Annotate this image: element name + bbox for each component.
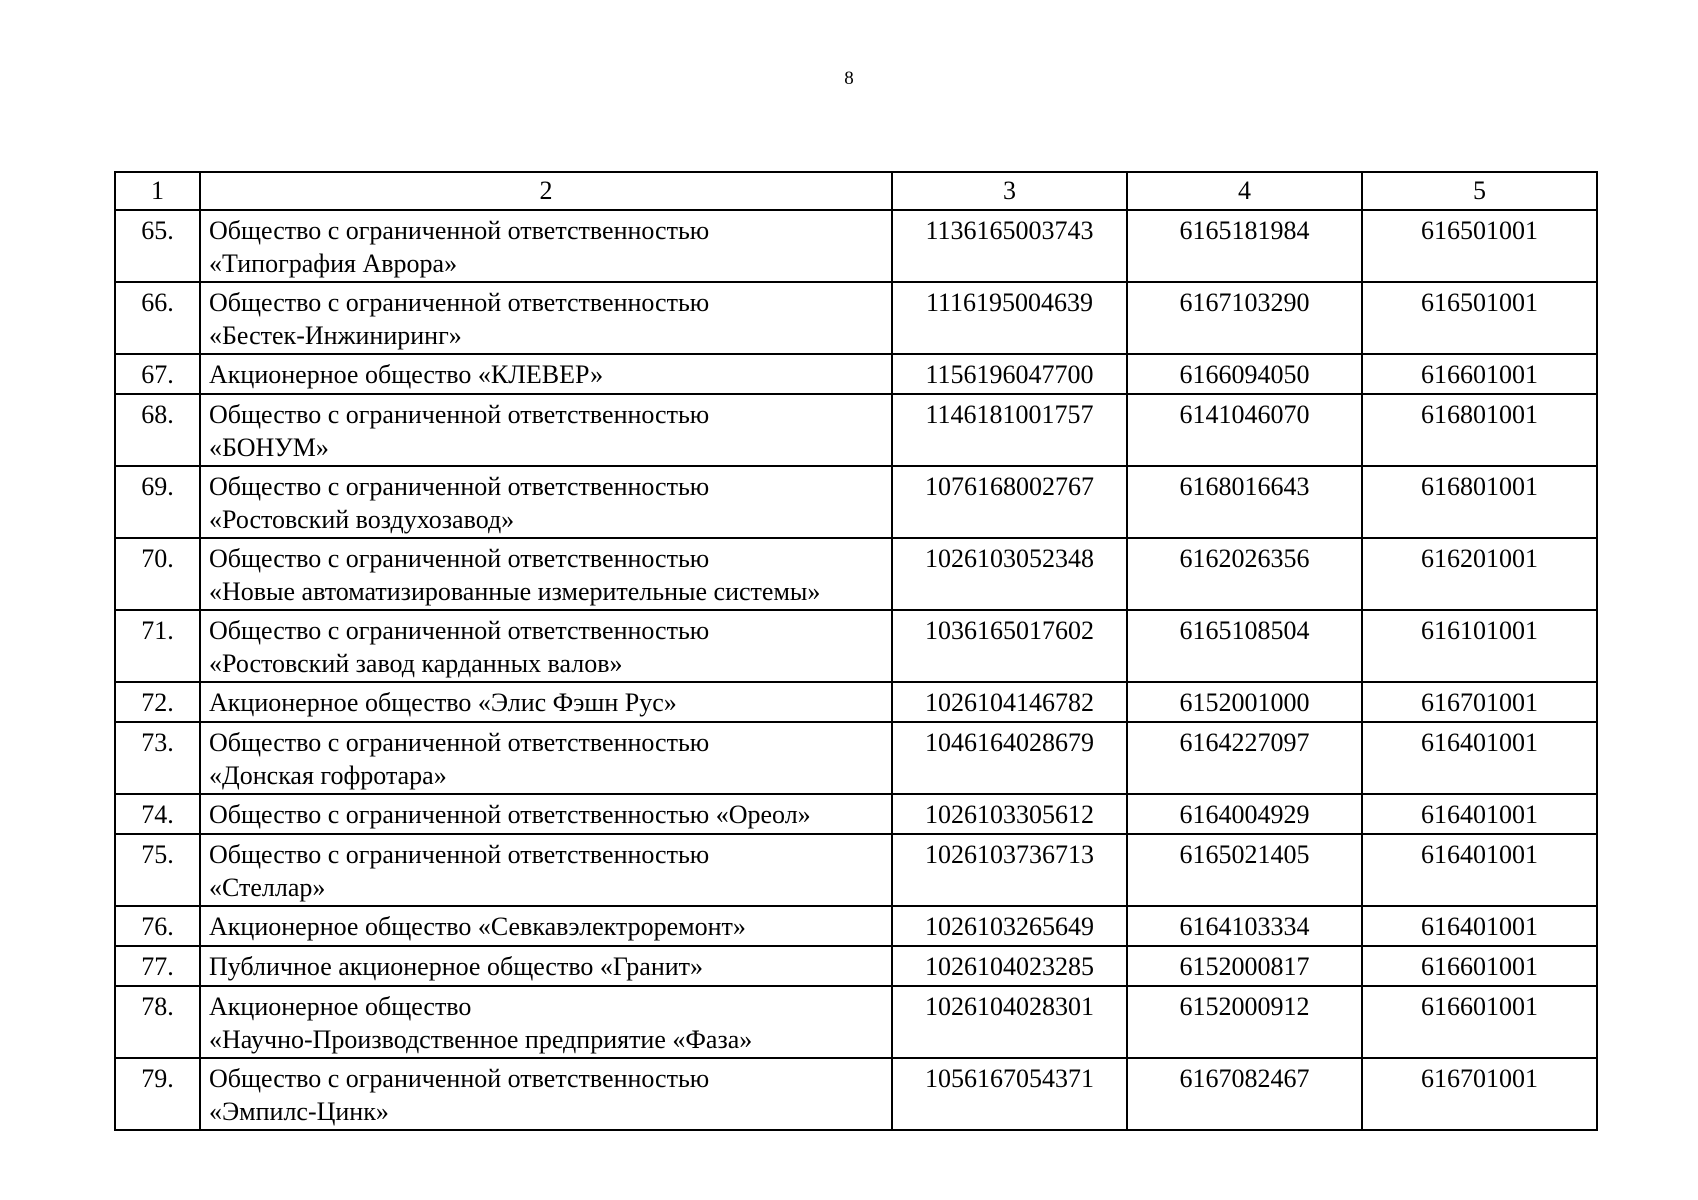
inn-cell: 6152000912 <box>1127 986 1362 1058</box>
organization-name-line: «Новые автоматизированные измерительные системы» <box>209 576 821 606</box>
organization-name-line: «БОНУМ» <box>209 432 329 462</box>
row-number-cell: 65. <box>115 210 200 282</box>
row-number-cell: 67. <box>115 354 200 394</box>
ogrn-cell: 1026104146782 <box>892 682 1127 722</box>
organization-name-cell <box>200 722 892 794</box>
organizations-table <box>114 171 1598 1131</box>
inn-cell: 6165108504 <box>1127 610 1362 682</box>
inn-cell: 6166094050 <box>1127 354 1362 394</box>
kpp-cell: 616101001 <box>1362 610 1597 682</box>
organization-name-line: Общество с ограниченной ответственностью <box>209 216 710 245</box>
organization-name-cell <box>200 466 892 538</box>
ogrn-cell: 1146181001757 <box>892 394 1127 466</box>
organization-name-cell <box>200 906 892 946</box>
organization-name-cell <box>200 282 892 354</box>
organization-name-cell <box>200 394 892 466</box>
table-row <box>115 722 1597 794</box>
table-row <box>115 906 1597 946</box>
row-number-cell: 76. <box>115 906 200 946</box>
organization-name-line: Акционерное общество «Элис Фэшн Рус» <box>209 688 677 717</box>
ogrn-cell: 1036165017602 <box>892 610 1127 682</box>
table-row <box>115 282 1597 354</box>
organization-name-line: Акционерное общество «Севкавэлектроремонт» <box>209 912 746 941</box>
row-number-cell: 66. <box>115 282 200 354</box>
table-row <box>115 682 1597 722</box>
kpp-cell: 616501001 <box>1362 210 1597 282</box>
kpp-cell: 616401001 <box>1362 794 1597 834</box>
kpp-cell: 616201001 <box>1362 538 1597 610</box>
ogrn-cell: 1026103052348 <box>892 538 1127 610</box>
inn-cell: 6165181984 <box>1127 210 1362 282</box>
header-cell-3: 3 <box>892 172 1127 210</box>
kpp-cell: 616801001 <box>1362 394 1597 466</box>
organization-name-line: Общество с ограниченной ответственностью <box>209 840 710 869</box>
row-number-cell: 71. <box>115 610 200 682</box>
kpp-cell: 616401001 <box>1362 834 1597 906</box>
ogrn-cell: 1026103265649 <box>892 906 1127 946</box>
inn-cell: 6168016643 <box>1127 466 1362 538</box>
row-number-cell: 74. <box>115 794 200 834</box>
inn-cell: 6162026356 <box>1127 538 1362 610</box>
row-number-cell: 68. <box>115 394 200 466</box>
ogrn-cell: 1046164028679 <box>892 722 1127 794</box>
ogrn-cell: 1116195004639 <box>892 282 1127 354</box>
table-row <box>115 538 1597 610</box>
header-cell-2: 2 <box>200 172 892 210</box>
header-cell-5: 5 <box>1362 172 1597 210</box>
organization-name-line: Общество с ограниченной ответственностью <box>209 400 710 429</box>
ogrn-cell: 1026104028301 <box>892 986 1127 1058</box>
table-row <box>115 986 1597 1058</box>
organization-name-cell <box>200 538 892 610</box>
organization-name-line: Общество с ограниченной ответственностью <box>209 472 710 501</box>
inn-cell: 6165021405 <box>1127 834 1362 906</box>
table-row <box>115 394 1597 466</box>
kpp-cell: 616601001 <box>1362 946 1597 986</box>
organization-name-line: «Научно-Производственное предприятие «Фаза» <box>209 1024 753 1054</box>
organization-name-cell <box>200 682 892 722</box>
organization-name-line: Общество с ограниченной ответственностью <box>209 544 710 573</box>
organization-name-cell <box>200 610 892 682</box>
ogrn-cell: 1026104023285 <box>892 946 1127 986</box>
ogrn-cell: 1076168002767 <box>892 466 1127 538</box>
kpp-cell: 616601001 <box>1362 354 1597 394</box>
organization-name-line: Общество с ограниченной ответственностью <box>209 616 710 645</box>
ogrn-cell: 1156196047700 <box>892 354 1127 394</box>
row-number-cell: 73. <box>115 722 200 794</box>
inn-cell: 6164004929 <box>1127 794 1362 834</box>
row-number-cell: 69. <box>115 466 200 538</box>
kpp-cell: 616601001 <box>1362 986 1597 1058</box>
organization-name-line: Общество с ограниченной ответственностью <box>209 1064 710 1093</box>
header-cell-4: 4 <box>1127 172 1362 210</box>
table-row <box>115 466 1597 538</box>
row-number-cell: 79. <box>115 1058 200 1130</box>
kpp-cell: 616401001 <box>1362 722 1597 794</box>
organization-name-cell <box>200 1058 892 1130</box>
organization-name-line: Акционерное общество <box>209 992 472 1021</box>
inn-cell: 6152001000 <box>1127 682 1362 722</box>
organization-name-cell <box>200 946 892 986</box>
table-row <box>115 610 1597 682</box>
organization-name-cell <box>200 834 892 906</box>
organization-name-line: Общество с ограниченной ответственностью <box>209 288 710 317</box>
table-row <box>115 834 1597 906</box>
inn-cell: 6164103334 <box>1127 906 1362 946</box>
row-number-cell: 72. <box>115 682 200 722</box>
table-row <box>115 210 1597 282</box>
ogrn-cell: 1026103305612 <box>892 794 1127 834</box>
kpp-cell: 616701001 <box>1362 1058 1597 1130</box>
table-row <box>115 946 1597 986</box>
ogrn-cell: 1026103736713 <box>892 834 1127 906</box>
inn-cell: 6141046070 <box>1127 394 1362 466</box>
page-number: 8 <box>844 68 854 89</box>
header-cell-1: 1 <box>115 172 200 210</box>
organization-name-line: «Стеллар» <box>209 872 326 902</box>
kpp-cell: 616701001 <box>1362 682 1597 722</box>
inn-cell: 6167082467 <box>1127 1058 1362 1130</box>
table-row <box>115 1058 1597 1130</box>
organization-name-line: Общество с ограниченной ответственностью «Ореол» <box>209 800 811 829</box>
ogrn-cell: 1056167054371 <box>892 1058 1127 1130</box>
ogrn-cell: 1136165003743 <box>892 210 1127 282</box>
organization-name-line: «Ростовский завод карданных валов» <box>209 648 623 678</box>
organization-name-line: Акционерное общество «КЛЕВЕР» <box>209 360 604 389</box>
organization-name-line: Общество с ограниченной ответственностью <box>209 728 710 757</box>
kpp-cell: 616401001 <box>1362 906 1597 946</box>
organization-name-cell <box>200 354 892 394</box>
organization-name-line: «Бестек-Инжиниринг» <box>209 320 462 350</box>
organization-name-line: «Эмпилс-Цинк» <box>209 1096 389 1126</box>
organization-name-line: «Донская гофротара» <box>209 760 447 790</box>
row-number-cell: 77. <box>115 946 200 986</box>
table-header-row <box>115 172 1597 210</box>
inn-cell: 6167103290 <box>1127 282 1362 354</box>
kpp-cell: 616501001 <box>1362 282 1597 354</box>
row-number-cell: 75. <box>115 834 200 906</box>
organization-name-line: Публичное акционерное общество «Гранит» <box>209 952 704 981</box>
inn-cell: 6164227097 <box>1127 722 1362 794</box>
table-row <box>115 794 1597 834</box>
organization-name-cell <box>200 210 892 282</box>
row-number-cell: 70. <box>115 538 200 610</box>
inn-cell: 6152000817 <box>1127 946 1362 986</box>
organization-name-line: «Ростовский воздухозавод» <box>209 504 515 534</box>
table-row <box>115 354 1597 394</box>
organization-name-cell <box>200 986 892 1058</box>
kpp-cell: 616801001 <box>1362 466 1597 538</box>
organization-name-cell <box>200 794 892 834</box>
organization-name-line: «Типография Аврора» <box>209 248 458 278</box>
row-number-cell: 78. <box>115 986 200 1058</box>
